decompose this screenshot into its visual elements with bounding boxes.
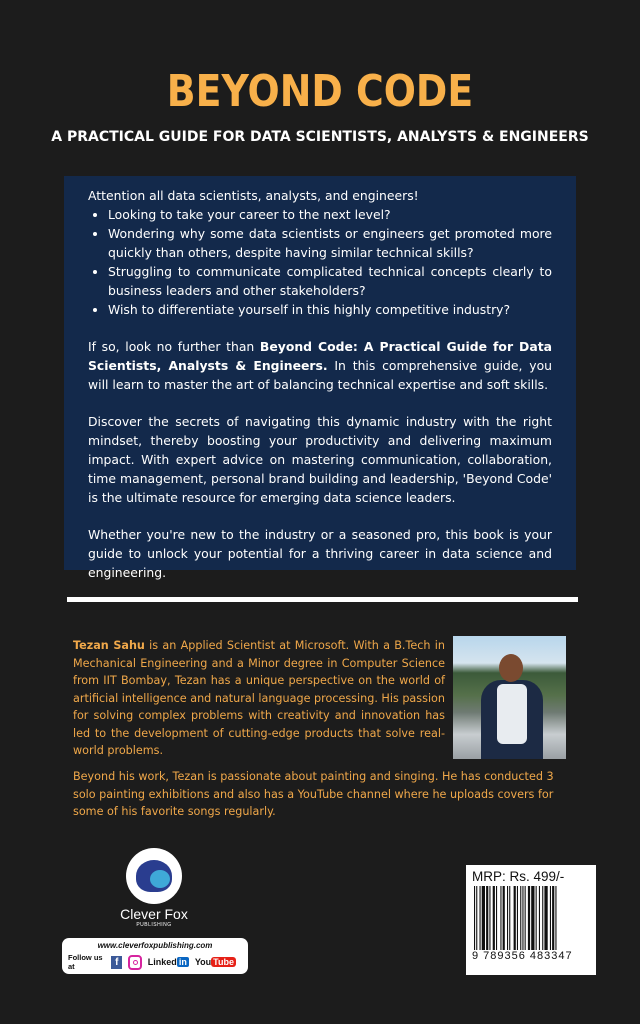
follow-label: Follow us at	[68, 953, 103, 971]
author-bio	[73, 637, 445, 760]
blurb-paragraph-3: Whether you're new to the industry or a seasoned pro, this book is your guide to unlock your potential for a thriving career in data science and engineering.	[88, 527, 552, 580]
author-bio-2: Beyond his work, Tezan is passionate about painting and singing. He has conducted 3 solo painting exhibitions and also has a YouTube channel where he uploads covers for some of his favorite songs regularly.	[73, 770, 554, 818]
book-subtitle: A PRACTICAL GUIDE FOR DATA SCIENTISTS, ANALYSTS & ENGINEERS	[51, 129, 589, 145]
linkedin-label-a: Linked	[147, 957, 177, 967]
divider-line	[67, 597, 578, 602]
barcode-icon	[472, 886, 590, 950]
blurb-p1-end: In this comprehensive guide, you will learn to master the art of balancing technical expertise and soft skills.	[88, 358, 553, 392]
linkedin-icon[interactable]	[148, 957, 189, 967]
fox-logo-icon	[126, 848, 182, 904]
linkedin-label-b: in	[178, 957, 187, 967]
author-name: Tezan Sahu	[73, 639, 145, 652]
blurb-bullet: • Looking to take your career to the next level?	[108, 205, 552, 224]
publisher-url[interactable]: www.cleverfoxpublishing.com	[97, 941, 213, 950]
blurb-paragraph-2: Discover the secrets of navigating this dynamic industry with the right mindset, thereby boosting your productivity and delivering maximum impact. With expert advice on mastering communication, collaboration, time management, personal brand building and leadership, 'Beyond Code' is the ultimate resource for emerging data science leaders.	[88, 414, 552, 505]
blurb-p1-start: If so, look no further than	[88, 339, 260, 354]
author-bio-text: is an Applied Scientist at Microsoft. With a B.Tech in Mechanical Engineering and a Minor degree in Computer Science from IIT Bombay, Tezan has a unique perspective on the world of artificial intelligence and natural language processing. His passion for solving complex problems with creativity and innovation has led to the development of cutting-edge products that solve real-world problems.	[73, 639, 445, 757]
blurb-bullets	[88, 205, 552, 319]
instagram-icon[interactable]	[128, 955, 141, 970]
book-title: BEYOND CODE	[166, 66, 474, 117]
isbn-number: 9 789356 483347	[472, 950, 573, 962]
blurb-intro: Attention all data scientists, analysts, and engineers!	[88, 188, 419, 203]
youtube-icon[interactable]	[195, 957, 236, 967]
blurb-paragraph-1	[88, 337, 552, 394]
blurb-bullet: • Wondering why some data scientists or engineers get promoted more quickly than others, despite having similar technical skills?	[108, 224, 552, 262]
publisher-name: Clever Fox	[120, 906, 188, 922]
barcode-box	[466, 865, 596, 975]
youtube-label-b: Tube	[213, 957, 234, 967]
youtube-label-a: You	[194, 957, 212, 967]
blurb-bullet: • Struggling to communicate complicated technical concepts clearly to business leaders and other stakeholders?	[108, 262, 552, 300]
blurb-bullet: • Wish to differentiate yourself in this highly competitive industry?	[108, 300, 552, 319]
mrp-price: MRP: Rs. 499/-	[472, 869, 565, 884]
blurb-p1-bold: Beyond Code: A Practical Guide for Data Scientists, Analysts & Engineers.	[88, 339, 552, 373]
author-photo	[453, 636, 566, 759]
facebook-icon[interactable]: f	[111, 956, 122, 969]
publisher-sub: PUBLISHING	[136, 922, 172, 928]
blurb-panel	[64, 176, 576, 580]
social-box	[62, 938, 248, 974]
publisher-logo	[104, 848, 204, 928]
